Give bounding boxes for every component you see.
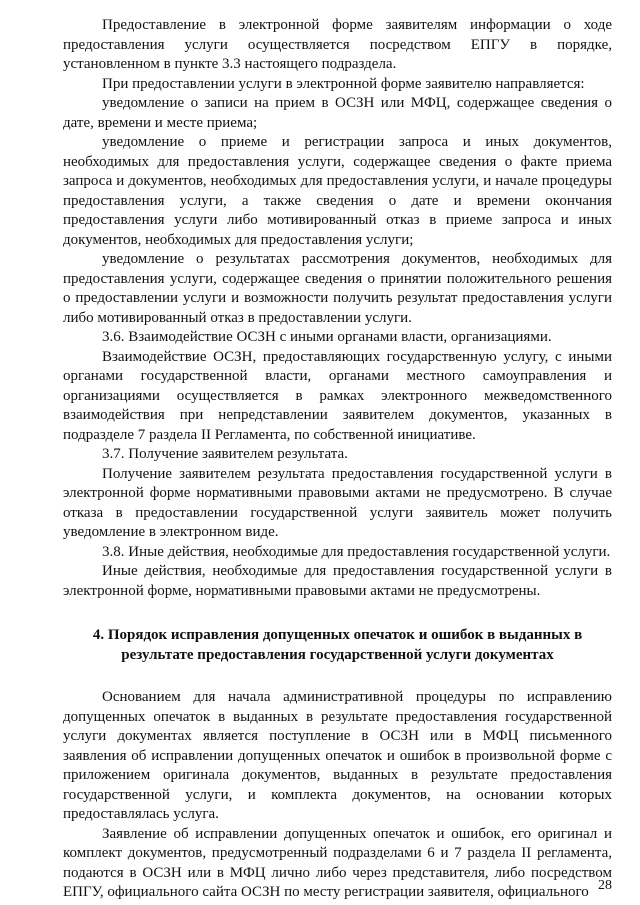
section-heading xyxy=(63,626,612,665)
paragraph: Предоставление в электронной форме заявителям информации о ходе предоставления услуги осуществляется посредством ЕПГУ в порядке, установленном в пункте 3.3 настоящего подраздела. xyxy=(63,17,612,72)
paragraph: уведомление о записи на прием в ОСЗН или МФЦ, содержащее сведения о дате, времени и месте приема; xyxy=(63,95,612,131)
page-number: 28 xyxy=(598,878,612,893)
section-heading-line: результате предоставления государственной услуги документах xyxy=(121,646,554,663)
section-heading-line: 4. Порядок исправления допущенных опечаток и ошибок в выданных в xyxy=(92,627,583,643)
subsection-title: 3.6. Взаимодействие ОСЗН с иными органами власти, организациями. xyxy=(102,329,552,345)
paragraph: Получение заявителем результата предоставления государственной услуги в электронной форме нормативными правовыми актами не предусмотрено. В случае отказа в предоставлении государственной услуги заявитель может получить уведомление в электронном виде. xyxy=(63,465,612,540)
paragraph: Заявление об исправлении допущенных опечаток и ошибок, его оригинал и комплект документов, предусмотренный подразделами 6 и 7 раздела II регламента, подаются в ОСЗН или в МФЦ лично либо через представителя, либо посредством ЕПГУ, официального сайта ОСЗН по месту регистрации заявителя, официального xyxy=(63,825,612,900)
paragraph: Основанием для начала административной процедуры по исправлению допущенных опечаток в выданных в результате предоставления государственной услуги документах является поступление в ОСЗН или в МФЦ письменного заявления об исправлении допущенных опечаток и ошибок в произвольной форме с приложением оригинала документов, выданных в результате предоставления государственной услуги, и комплекта документов, на основании которых предоставлялась услуга. xyxy=(63,689,612,822)
subsection-title: 3.7. Получение заявителем результата. xyxy=(102,446,348,462)
subsection-title: 3.8. Иные действия, необходимые для предоставления государственной услуги. xyxy=(102,543,611,560)
paragraph: уведомление о результатах рассмотрения документов, необходимых для предоставления услуги, содержащее сведения о принятии положительного решения о предоставлении услуги и возможности получить результат предоставления услуги либо мотивированный отказ в предоставлении услуги. xyxy=(63,251,612,326)
paragraph: При предоставлении услуги в электронной форме заявителю направляется: xyxy=(102,75,585,92)
paragraph: Взаимодействие ОСЗН, предоставляющих государственную услугу, с иными органами государственной власти, органами местного самоуправления и организациями осуществляется в рамках электронного межведомственного взаимодействия при непредставлении заявителем документов, указанных в подразделе 7 раздела II Регламента, по собственной инициативе. xyxy=(63,348,612,443)
paragraph: Иные действия, необходимые для предоставления государственной услуги в электронной форме, нормативными правовыми актами не предусмотрены. xyxy=(63,563,612,599)
paragraph: уведомление о приеме и регистрации запроса и иных документов, необходимых для предоставления услуги, содержащее сведения о факте приема запроса и документов, необходимых для предоставления услуги, и начале процедуры предоставления услуги, а также сведения о дате и времени окончания предоставления услуги либо мотивированный отказ в приеме запроса и иных документов, необходимых для предоставления услуги; xyxy=(63,134,612,248)
